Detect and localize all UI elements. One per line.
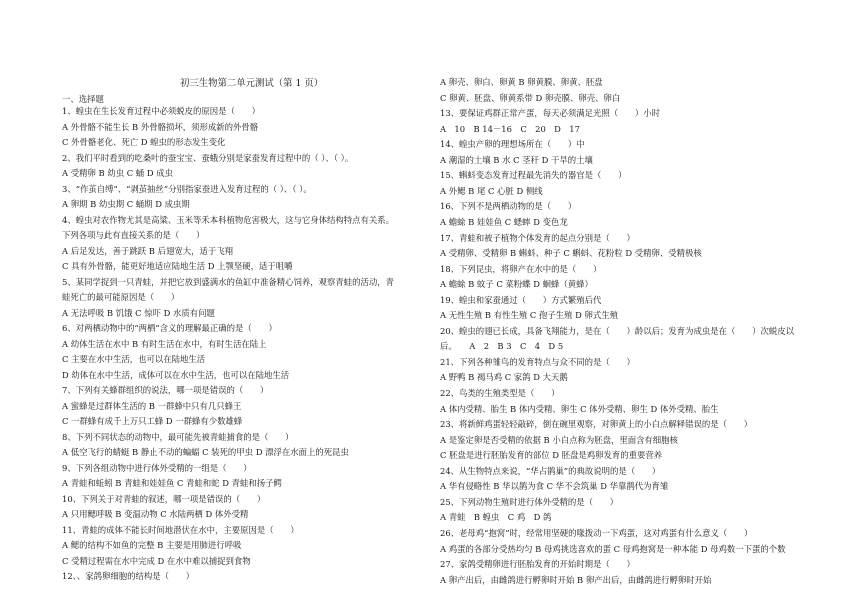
text-line: 11、青蛙的成体不能长时间地潜伏在水中，主要原因是（ ）: [62, 524, 299, 535]
text-line: 15、蝌蚪变态发育过程最先消失的器官是（ ）: [440, 170, 627, 181]
text-line: 21、下列各种雏鸟的发育特点与众不同的是（ ）: [440, 356, 635, 367]
text-line: C 卵黄、胚盘、卵黄系带 D 卵壳膜、卵壳、卵白: [440, 92, 621, 103]
text-line: A 卵壳、卵白、卵黄 B 卵黄膜、卵黄、胚盘: [440, 77, 603, 87]
text-line: 18、下列昆虫，将卵产在水中的是（ ）: [440, 263, 602, 274]
text-line: A 外鳃 B 尾 C 心脏 D 侧线: [440, 185, 543, 196]
text-line: 13、要保证鸡群正常产蛋，每天必须满足光照（ ）小时: [440, 108, 661, 119]
text-line: A 10 B 14－16 C 20 D 17: [440, 123, 580, 134]
text-line: 8、下列不同状态的动物中，最可能先被青蛙捕食的是（ ）: [62, 431, 294, 442]
text-line: A 卵期 B 幼虫期 C 蛹期 D 成虫期: [62, 199, 190, 209]
text-line: C 胚盘是进行胚胎发育的部位 D 胚盘是鸡卵发育的重要营养: [440, 450, 663, 461]
text-line: A 鸡蛋的各部分受热均匀 B 母鸡挑选喜欢的蛋 C 母鸡抱窝是一种本能 D 母鸡数一下蛋的个数: [440, 543, 786, 554]
page-title: 初三生物第二单元测试（第 1 页）: [180, 78, 324, 89]
text-line: A 蟾蜍 B 娃娃鱼 C 蟋蟀 D 变色龙: [440, 216, 568, 227]
text-line: A 无性生殖 B 有性生殖 C 孢子生殖 D 卵式生殖: [440, 310, 618, 321]
text-line: 4、蝗虫对农作物尤其是高粱、玉米等禾本科植物危害极大，这与它身体结构特点有关系。: [62, 214, 394, 225]
text-line: A 蜜蜂是过群体生活的 B 一群蜂中只有几只蜂王: [62, 400, 242, 411]
text-line: 12、、家鸽卵细胞的结构是（ ）: [62, 571, 195, 581]
text-line: A 受精卵 B 幼虫 C 蛹 D 成虫: [62, 168, 173, 178]
text-line: 25、下列动物生殖时进行体外受精的是（ ）: [440, 496, 619, 507]
text-line: C 一群蜂有成千上万只工蜂 D 一群蜂有少数雄蜂: [62, 416, 243, 426]
text-line: 6、对两栖动物中的“两栖”含义的理解最正确的是（ ）: [62, 323, 277, 333]
text-line: C 受精过程需在水中完成 D 在水中难以捕捉到食物: [62, 555, 251, 566]
text-line: 16、下列不是两栖动物的是（ ）: [440, 201, 577, 212]
text-line: 19、蝗虫和家蚕通过（ ）方式繁殖后代: [440, 294, 602, 305]
text-line: A 鳃的结构不如鱼的完整 B 主要是用肺进行呼吸: [62, 540, 242, 550]
text-line: A 后足发达，善于跳跃 B 后翅宽大，适于飞翔: [62, 245, 233, 256]
text-line: 23、将新鲜鸡蛋轻轻敲碎，倒在碗里观察，对卵黄上的小白点解释错误的是（ ）: [440, 419, 753, 430]
text-line: 蛙死亡的最可能原因是（ ）: [62, 292, 180, 302]
text-line: 1、蝗虫在生长发育过程中必须蜕皮的原因是（ ）: [62, 106, 260, 116]
text-line: 24、从生物特点来说，“华占鹊巢”的典故说明的是（ ）: [440, 465, 661, 476]
text-line: A 野鸭 B 褐马鸡 C 家鸽 D 大天鹅: [440, 372, 568, 383]
text-line: A 低空飞行的蜻蜓 B 静止不动的蝙蝠 C 装死的甲虫 D 漂浮在水面上的死昆虫: [62, 447, 349, 457]
text-line: 27、家鸽受精卵进行胚胎发育的开始时期是（ ）: [440, 559, 635, 570]
text-line: A 是鉴定卵是否受精的依据 B 小白点称为胚盘，里面含有细胞核: [440, 434, 678, 445]
text-line: 17、青蛙和被子植物个体发育的起点分别是（ ）: [440, 232, 635, 243]
text-line: C 主要在水中生活，也可以在陆地生活: [62, 354, 206, 364]
text-line: A 受精卵、受精卵 B 蝌蚪、种子 C 蝌蚪、花粉粒 D 受精卵、受精极核: [440, 248, 702, 259]
text-line: 14、蝗虫产卵的理想场所在（ ）中: [440, 139, 585, 150]
text-line: A 青蛙 B 蝗虫 C 鸡 D 鸽: [440, 512, 552, 523]
text-line: A 卵产出后，由雌鸽进行孵卵时开始 B 卵产出后，由雌鸽进行孵卵时开始: [440, 574, 712, 585]
text-line: A 外骨骼不能生长 B 外骨骼损坏，须形成新的外骨骼: [62, 121, 259, 132]
text-line: A 蟾蜍 B 蚊子 C 菜粉蝶 D 蛔蜂（黄蜂）: [440, 279, 593, 290]
text-line: 20、蝗虫的翅已长成，具备飞翔能力，是在（ ）龄以后；发育为成虫是在（ ）次蜕皮以: [440, 325, 795, 336]
text-line: 26、老母鸡“抱窝”时，经常用坚硬的喙拨动一下鸡蛋，这对鸡蛋有什么意义（ ）: [440, 527, 753, 538]
text-line: A 潮湿的土壤 B 水 C 茎秆 D 干旱的土壤: [440, 154, 593, 165]
text-line: 5、某同学捉到一只青蛙，并把它放到盛满水的鱼缸中准备精心饲养，观察青蛙的活动，青: [62, 276, 394, 287]
text-line: A 幼体生活在水中 B 有时生活在水中，有时生活在陆上: [62, 338, 267, 349]
text-line: 9、下列各组动物中进行体外受精的一组是（ ）: [62, 462, 252, 473]
text-line: 7、下列有关蜂群组织的说法，哪一项是错误的（ ）: [62, 385, 269, 395]
text-line: A 无法呼吸 B 饥饿 C 惊吓 D 水质有问题: [62, 307, 215, 318]
text-line: D 幼体在水中生活，成体可以在水中生活，也可以在陆地生活: [62, 369, 290, 380]
text-line: A 华有侵略性 B 华以鹊为食 C 华不会筑巢 D 华靠鹊代为育雏: [440, 481, 669, 492]
text-line: C 外骨骼老化、死亡 D 蝗虫的形态发生变化: [62, 137, 226, 147]
text-line: C 具有外骨骼，能更好地适应陆地生活 D 上颚坚硬，适于咀嚼: [62, 261, 293, 271]
text-line: 后。 A 2 B 3 C 4 D 5: [440, 341, 564, 352]
text-line: 2、我们平时看到的吃桑叶的蚕宝宝、蚕蛾分别是家蚕发育过程中的（ ）、（ ）。: [62, 152, 354, 163]
text-line: 10、下列关于对青蛙的叙述，哪一项是错误的（ ）: [62, 493, 266, 504]
text-line: A 青蛙和蚯蚓 B 青蛙和娃娃鱼 C 青蛙和蛇 D 青蛙和扬子鳄: [62, 478, 282, 488]
text-line: 一、选择题: [62, 94, 104, 104]
text-line: 下列各项与此有直接关系的是（ ）: [62, 230, 205, 240]
text-line: A 体内受精、胎生 B 体内受精、卵生 C 体外受精、卵生 D 体外受精、胎生: [440, 403, 719, 414]
text-line: A 只用鳃呼吸 B 变温动物 C 水陆两栖 D 体外受精: [62, 509, 249, 519]
text-line: 3、“作茧自缚”、“剥茧抽丝”分别指家蚕进入发育过程的（ ）、（ ）。: [62, 183, 312, 194]
text-line: 22、鸟类的生殖类型是（ ）: [440, 388, 560, 398]
